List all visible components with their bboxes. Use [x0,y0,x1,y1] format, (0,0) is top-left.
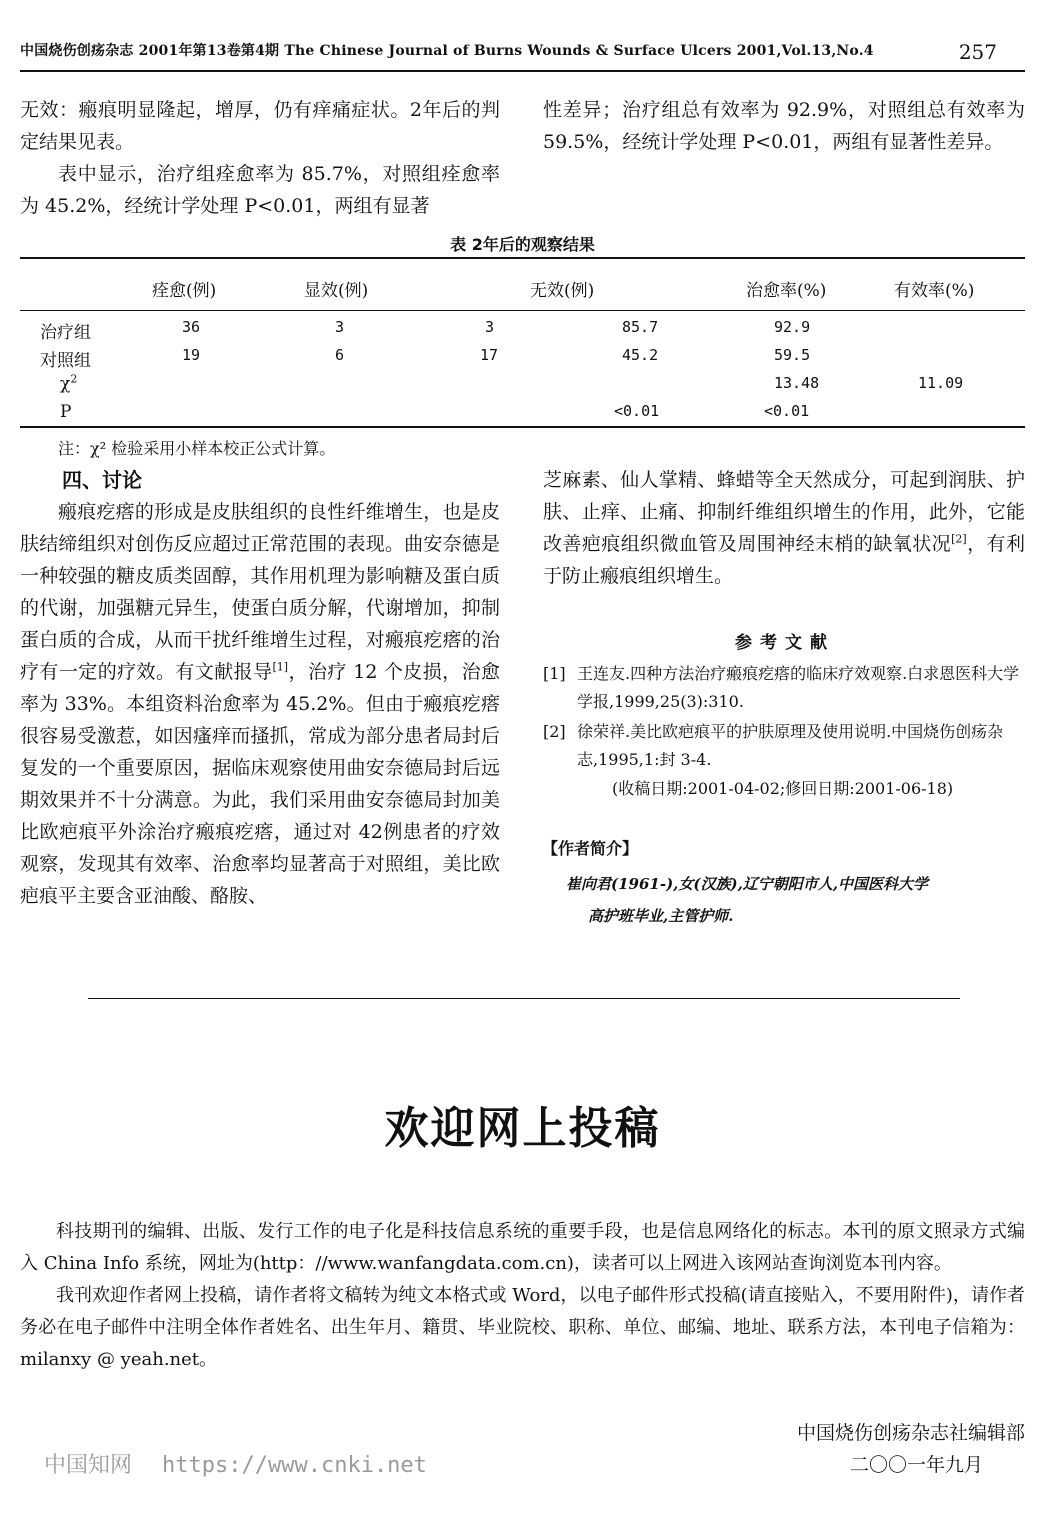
table-header-cell: 有效率(%) [894,281,975,301]
citation: [1] [272,660,289,674]
table-note: 注：χ² 检验采用小样本校正公式计算。 [58,439,336,458]
table-cell: 36 [182,318,201,336]
page-number: 257 [958,40,997,64]
table-cell: <0.01 [764,402,810,420]
section-divider [88,998,960,999]
author-line: 高护班毕业,主管护师. [588,907,734,925]
table-cell: 11.09 [918,374,964,392]
watermark-name: 中国知网 [44,1453,133,1478]
table-header-cell: 无效(例) [530,281,595,301]
running-head: 中国烧伤创疡杂志 2001年第13卷第4期 The Chinese Journal of Burns Wounds & Surface Ulcers 2001,Vol.13,No.4 [20,43,874,59]
reference-text: 徐荣祥.美比欧疤痕平的护肤原理及使用说明.中国烧伤创疡杂志,1995,1:封 3-4. [577,722,1004,769]
section-title: 四、讨论 [62,468,142,492]
paragraph [20,496,500,912]
notice-date: 二〇〇一年九月 [849,1454,983,1476]
reference-number: [1] [543,664,566,683]
table-row-label: 对照组 [40,351,91,371]
left-column-top [20,94,500,222]
author-line: 崔向君(1961-),女(汉族),辽宁朝阳市人,中国医科大学 [566,875,929,893]
table-cell: 92.9 [774,318,811,336]
table-title: 表 2年后的观察结果 [450,235,595,254]
reference-item [543,660,1025,716]
table-top-rule [20,257,1025,259]
notice-title: 欢迎网上投稿 [384,1103,661,1154]
reference-item [543,718,1025,774]
header-rule [20,70,1025,72]
paragraph-text: ，治疗 12 个皮损，治愈率为 33%。本组资料治愈率为 45.2%。但由于瘢痕疙瘩很容易受激惹，如因瘙痒而搔抓，常成为部分患者局封后复发的一个重要原因，据临床观察使用曲安奈德局封后远期效果并不十分满意。为此，我们采用曲安奈德局封加美比欧疤痕平外涂治疗瘢痕疙瘩，通过对 42例患者的疗效观察，发现其有效率、治愈率均显著高于对照组，美比欧疤痕平主要含亚油酸、酪胺、 [20,661,500,907]
citation: [2] [951,532,967,546]
table-bottom-rule [20,426,1025,428]
table-cell: 3 [335,318,345,336]
right-column-top [543,94,1025,158]
table-cell: 85.7 [622,318,659,336]
notice-signature: 中国烧伤创疡杂志社编辑部 [796,1422,1025,1444]
watermark [44,1448,427,1479]
notice-body [20,1216,1025,1376]
chi-symbol: χ [60,374,71,394]
table-cell: 6 [335,346,345,364]
table-header-rule [20,310,1025,311]
discussion-left [20,496,500,912]
table-cell: <0.01 [614,402,660,420]
author-heading: 【作者简介】 [542,839,639,858]
received-dates: (收稿日期:2001-04-02;修回日期:2001-06-18) [612,779,954,798]
table-cell: 59.5 [774,346,811,364]
paragraph: 表中显示，治疗组痊愈率为 85.7%，对照组痊愈率为 45.2%，经统计学处理 P<0.01，两组有显著 [20,163,500,217]
paragraph-text: 芝麻素、仙人掌精、蜂蜡等全天然成分，可起到润肤、护肤、止痒、止痛、抑制纤维组织增生的作用，此外，它能改善疤痕组织微血管及周围神经末梢的缺氧状况 [543,469,1025,555]
paragraph: 科技期刊的编辑、出版、发行工作的电子化是科技信息系统的重要手段，也是信息网络化的标志。本刊的原文照录方式编入 China Info 系统，网址为(http：//www.wanfangdata.com.cn)，读者可以上网进入该网站查询浏览本刊内容。 [20,1221,1025,1274]
table-row-label: P [60,402,72,422]
table-header-cell: 治愈率(%) [746,281,827,301]
discussion-right [543,464,1025,592]
table-header-cell: 显效(例) [304,281,369,301]
references-title: 参考文献 [735,633,835,653]
table-cell: 17 [480,346,499,364]
table-cell: 3 [485,318,495,336]
paragraph-text: ，有利于防止瘢痕组织增生。 [543,533,1025,587]
author-bio [566,868,1032,932]
reference-number: [2] [543,722,566,741]
paragraph: 性差异；治疗组总有效率为 92.9%，对照组总有效率为 59.5%，经统计学处理 P<0.01，两组有显著性差异。 [543,99,1025,153]
watermark-url: https://www.cnki.net [162,1453,427,1478]
reference-text: 王连友.四种方法治疗瘢痕疙瘩的临床疗效观察.白求恩医科大学学报,1999,25(3):310. [577,664,1020,711]
table-cell: 13.48 [774,374,820,392]
table-row-label: 治疗组 [40,323,91,343]
superscript: 2 [70,372,78,386]
paragraph [543,464,1025,592]
paragraph: 我刊欢迎作者网上投稿，请作者将文稿转为纯文本格式或 Word，以电子邮件形式投稿(请直接贴入，不要用附件)，请作者务必在电子邮件中注明全体作者姓名、出生年月、籍贯、毕业院校、职称、单位、邮编、地址、联系方法，本刊电子信箱为：milanxy @ yeah.net。 [20,1285,1025,1370]
paragraph: 无效：瘢痕明显隆起，增厚，仍有痒痛症状。2年后的判定结果见表。 [20,99,500,153]
table-cell: 19 [182,346,201,364]
table-cell: 45.2 [622,346,659,364]
table-row-label [60,374,77,394]
table-header-cell: 痊愈(例) [152,281,217,301]
paragraph-text: 瘢痕疙瘩的形成是皮肤组织的良性纤维增生，也是皮肤结缔组织对创伤反应超过正常范围的表现。曲安奈德是一种较强的糖皮质类固醇，其作用机理为影响糖及蛋白质的代谢，加强糖元异生，使蛋白质分解，代谢增加，抑制蛋白质的合成，从而干扰纤维增生过程，对瘢痕疙瘩的治疗有一定的疗效。有文献报导 [20,501,500,683]
